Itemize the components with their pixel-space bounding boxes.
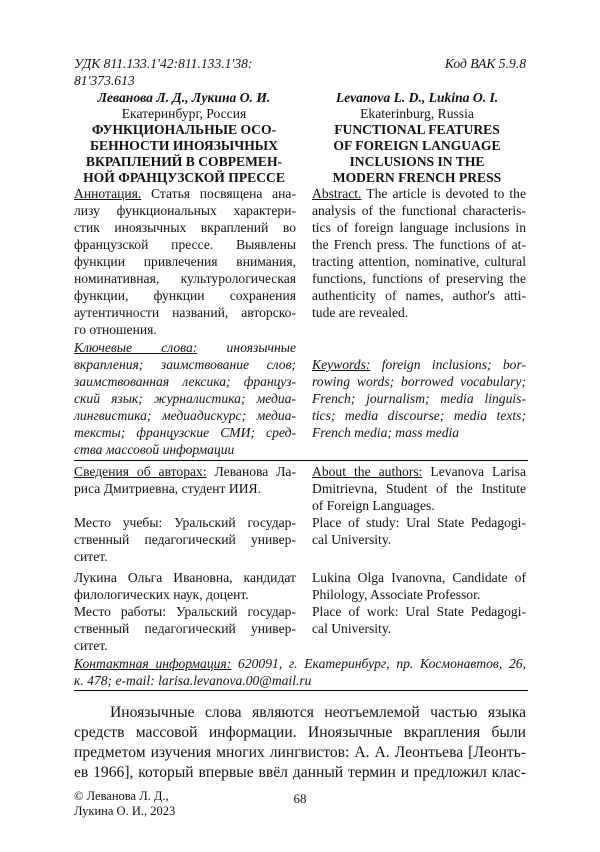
udk-code-line2: 81'373.613 [74, 73, 135, 88]
ru-study-line: Место учебы: Уральский государ- [74, 515, 296, 530]
ru-keywords-label: Ключевые слова: [74, 340, 198, 355]
contact-first-line [74, 655, 526, 672]
contact-line: к. 478; e-mail: larisa.levanova.00@mail.ru [74, 673, 312, 688]
ru-keywords-line: вкрапления; заимствование слов; [74, 357, 296, 372]
ru-abstract-line: аутентичности названий, авторско- [74, 305, 296, 320]
ru-keywords-line: лингвистика; медиадискурс; медиа- [74, 408, 296, 423]
vak-code: Код ВАК 5.9.8 [444, 56, 526, 71]
ru-about-first-line [74, 463, 296, 480]
en-about-label: About the authors: [312, 464, 423, 479]
ru-keywords-line: тексты; французские СМИ; сред- [74, 425, 296, 440]
en-abstract-line: authenticity of names, author's atti- [312, 288, 526, 303]
en-about-text: Levanova Larisa [422, 464, 527, 479]
en-abstract-first-line [312, 185, 526, 202]
en-author2-line: Philology, Associate Professor. [312, 587, 481, 602]
ru-author2-line: Лукина Ольга Ивановна, кандидат [74, 570, 296, 585]
ru-title-line: НОЙ ФРАНЦУЗСКОЙ ПРЕССЕ [83, 170, 285, 185]
en-abstract-line: the French press. The functions of at- [312, 237, 526, 252]
ru-work-line: ственный педагогический универ- [74, 621, 296, 636]
ru-abstract-label: Аннотация. [74, 186, 142, 201]
ru-abstract-line: функции привлечения внимания, [74, 254, 296, 269]
en-title-line: FUNCTIONAL FEATURES [334, 122, 500, 137]
en-abstract-line: functions, functions of preserving the [312, 271, 526, 286]
copyright-line: Лукина О. И., 2023 [74, 804, 176, 818]
en-title-line: INCLUSIONS IN THE [349, 154, 485, 169]
ru-work-line: ситет. [74, 638, 108, 653]
ru-keywords-line: ства массовой информации [74, 442, 235, 457]
ru-about-text: Леванова Ла- [206, 464, 296, 479]
en-abstract-line: tics of foreign language inclusions in [312, 220, 526, 235]
ru-abstract-text: Статья посвящена ана- [141, 186, 296, 201]
ru-keywords-first-line [74, 339, 296, 356]
en-authors: Levanova L. D., Lukina O. I. [335, 90, 499, 105]
page-number: 68 [293, 791, 307, 806]
en-about-line: Dmitrievna, Student of the Institute [312, 481, 526, 496]
en-abstract-text: The article is devoted to the [361, 186, 526, 201]
ru-abstract-first-line [74, 185, 296, 202]
udk-code-line1: УДК 811.133.1'42:811.133.1'38: [74, 56, 253, 71]
ru-keywords-text: иноязычные [197, 340, 296, 355]
ru-abstract-line: го отношения. [74, 322, 157, 337]
en-title-line: MODERN FRENCH PRESS [332, 170, 502, 185]
contact-label: Контактная информация: [74, 656, 232, 671]
ru-abstract-line: французской прессе. Выявлены [74, 237, 296, 252]
en-abstract-label: Abstract. [312, 186, 362, 201]
contact-text: 620091, г. Екатеринбург, пр. Космонавтов, 26, [231, 656, 526, 671]
ru-abstract-line: функции, функции сохранения [74, 288, 296, 303]
ru-title-line: ФУНКЦИОНАЛЬНЫЕ ОСО- [91, 122, 277, 137]
en-keywords-line: rowing words; borrowed vocabulary; [312, 374, 526, 389]
en-keywords-line: tics; media discourse; media texts; [312, 408, 526, 423]
ru-study-line: ситет. [74, 549, 108, 564]
en-abstract-line: tude are revealed. [312, 305, 409, 320]
en-about-first-line [312, 463, 526, 480]
en-city: Ekaterinburg, Russia [360, 106, 474, 121]
ru-author2-line: филологических наук, доцент. [74, 587, 249, 602]
ru-about-label: Сведения об авторах: [74, 464, 207, 479]
en-about-line: of Foreign Languages. [312, 498, 435, 513]
ru-title-line: ВКРАПЛЕНИЙ В СОВРЕМЕН- [85, 154, 283, 169]
ru-abstract-line: стик иноязычных вкраплений во [74, 220, 296, 235]
en-keywords-line: French media; mass media [312, 425, 460, 440]
contact-divider [74, 690, 528, 691]
en-study-line: Place of study: Ural State Pedagogi- [312, 515, 526, 530]
ru-about-line: риса Дмитриевна, студент ИИЯ. [74, 481, 261, 496]
en-keywords-text: foreign inclusions; bor- [370, 357, 526, 372]
body-line: ев 1966], который впервые ввёл данный термин и предложил клас- [74, 764, 526, 781]
ru-title-line: БЕННОСТИ ИНОЯЗЫЧНЫХ [90, 138, 278, 153]
ru-abstract-line: лизу функциональных характери- [74, 203, 296, 218]
body-line: Иноязычные слова являются неотъемлемой частью языка [110, 704, 526, 721]
en-work-line: cal University. [312, 621, 392, 636]
en-title-line: OF FOREIGN LANGUAGE [333, 138, 501, 153]
body-line: предметом изучения многих лингвистов: А. А. Леонтьева [Леонть- [74, 744, 526, 761]
ru-keywords-line: ский язык; журналистика; медиа- [74, 391, 296, 406]
section-divider [74, 460, 528, 461]
en-abstract-line: analysis of the functional characteris- [312, 203, 526, 218]
ru-authors: Леванова Л. Д., Лукина О. И. [97, 90, 271, 105]
ru-city: Екатеринбург, Россия [121, 106, 247, 121]
en-work-line: Place of work: Ural State Pedagogi- [312, 604, 526, 619]
en-keywords-label: Keywords: [312, 357, 371, 372]
ru-abstract-line: номинативная, культурологическая [74, 271, 296, 286]
en-study-line: cal University. [312, 532, 392, 547]
en-author2-line: Lukina Olga Ivanovna, Candidate of [312, 570, 526, 585]
en-keywords-first-line [312, 356, 526, 373]
copyright-line: © Леванова Л. Д., [74, 789, 169, 803]
ru-work-line: Место работы: Уральский государ- [74, 604, 296, 619]
en-keywords-line: French; journalism; media linguis- [312, 391, 526, 406]
ru-study-line: ственный педагогический универ- [74, 532, 296, 547]
ru-keywords-line: заимствованная лексика; француз- [74, 374, 296, 389]
body-line: средств массовой информации. Иноязычные вкрапления были [74, 724, 526, 741]
en-abstract-line: tracting attention, nominative, cultural [312, 254, 526, 269]
